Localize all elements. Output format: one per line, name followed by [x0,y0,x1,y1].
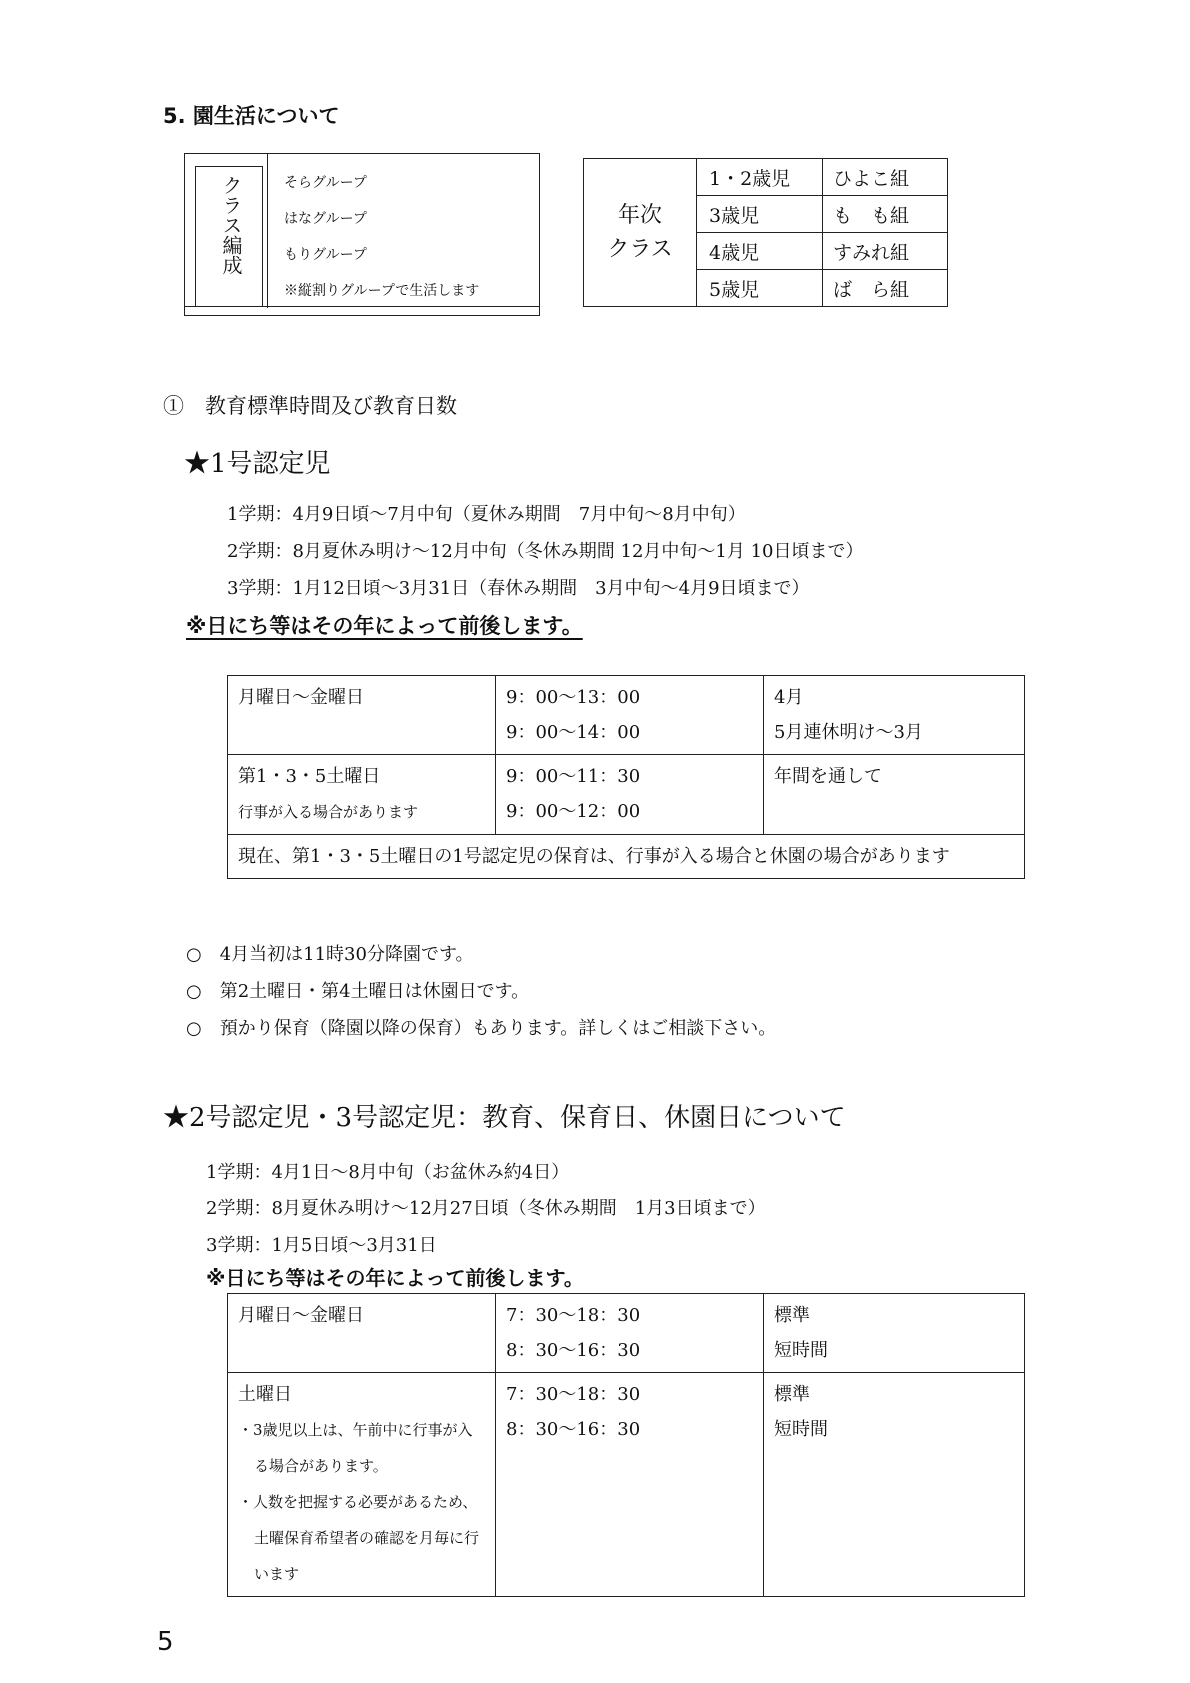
time-cell [496,1294,764,1373]
cert2-schedule-table [227,1293,1025,1597]
info-bullet: ○ 第2土曜日・第4土曜日は休園日です。 [186,981,530,1002]
age-cell: 4歳児 [697,233,823,270]
class-name-cell: すみれ組 [823,233,948,270]
day-note: ・3歳児以上は、午前中に行事が入る場合があります。 [238,1421,473,1475]
care-type: 標準 [774,1305,810,1326]
year-class-label-cell [584,159,697,307]
period-value: 年間を通して [774,766,882,787]
age-cell: 5歳児 [697,270,823,307]
time-cell [496,676,764,755]
group-item: はなグループ [284,211,367,227]
cert1-schedule-table [227,675,1025,879]
table-row [228,1373,1025,1597]
cert2-term: 3学期：1月5日頃〜3月31日 [206,1235,437,1256]
time-value: 7：30〜18：30 [506,1305,641,1326]
table-row [228,755,1025,835]
care-type-cell [764,1294,1025,1373]
time-value: 9：00〜13：00 [506,687,641,708]
subsection-heading: ① 教育標準時間及び教育日数 [163,394,457,418]
table-row [228,676,1025,755]
day-label: 月曜日〜金曜日 [238,1305,364,1326]
age-cell: 3歳児 [697,196,823,233]
day-label: 第1・3・5土曜日 [238,766,381,787]
day-label: 月曜日〜金曜日 [238,687,364,708]
class-box-divider [267,153,268,308]
class-name-cell: ば ら組 [823,270,948,307]
day-cell [228,676,496,755]
day-cell [228,1294,496,1373]
time-value: 8：30〜16：30 [506,1340,641,1361]
cert2-note: ※日にち等はその年によって前後します。 [206,1266,584,1290]
cert1-term: 2学期：8月夏休み明け〜12月中旬（冬休み期間 12月中旬〜1月 10日頃まで） [227,541,864,562]
period-cell [764,676,1025,755]
day-note: ・人数を把握する必要があるため、土曜保育希望者の確認を月毎に行います [238,1493,480,1583]
period-value: 4月 [774,687,804,708]
time-cell [496,755,764,835]
age-cell: 1・2歳児 [697,159,823,196]
year-class-label-line2: クラス [607,236,673,262]
cert2-term: 2学期：8月夏休み明け〜12月27日頃（冬休み期間 1月3日頃まで） [206,1198,766,1219]
day-note: 行事が入る場合があります [238,803,419,821]
day-label: 土曜日 [238,1384,292,1405]
table-row [228,835,1025,879]
group-item: そらグループ [284,175,367,191]
info-bullet: ○ 4月当初は11時30分降園です。 [186,944,474,965]
cert1-heading: ★1号認定児 [184,449,331,479]
cert1-term: 3学期：1月12日頃〜3月31日（春休み期間 3月中旬〜4月9日頃まで） [227,578,810,599]
class-organization-label: クラス編成 [219,175,243,275]
cert2-term: 1学期：4月1日〜8月中旬（お盆休み約4日） [206,1162,570,1183]
time-value: 7：30〜18：30 [506,1384,641,1405]
class-organization-label-box [195,166,263,307]
table-row [584,159,948,196]
time-value: 8：30〜16：30 [506,1419,641,1440]
time-value: 9：00〜14：00 [506,722,641,743]
cert1-note: ※日にち等はその年によって前後します。 [186,614,583,638]
time-value: 9：00〜12：00 [506,801,641,822]
care-type: 短時間 [774,1340,828,1361]
info-bullet: ○ 預かり保育（降園以降の保育）もあります。詳しくはご相談下さい。 [186,1018,777,1039]
page-number: 5 [157,1627,174,1657]
time-value: 9：00〜11：30 [506,766,641,787]
year-class-label-line1: 年次 [617,202,662,228]
cert2-heading: ★2号認定児・3号認定児：教育、保育日、休園日について [163,1103,846,1133]
class-name-cell: も も組 [823,196,948,233]
care-type: 標準 [774,1384,810,1405]
care-type-cell [764,1373,1025,1597]
group-note: ※縦割りグループで生活します [284,283,480,299]
day-cell [228,1373,496,1597]
time-cell [496,1373,764,1597]
table-row [228,1294,1025,1373]
year-class-table [583,158,948,307]
day-cell [228,755,496,835]
care-type: 短時間 [774,1419,828,1440]
group-item: もりグループ [284,247,367,263]
table-note-cell: 現在、第1・3・5土曜日の1号認定児の保育は、行事が入る場合と休園の場合があります [228,835,1025,879]
cert1-term: 1学期：4月9日頃〜7月中旬（夏休み期間 7月中旬〜8月中旬） [227,504,746,525]
period-cell [764,755,1025,835]
class-name-cell: ひよこ組 [823,159,948,196]
section-title: 5. 園生活について [163,104,340,128]
period-value: 5月連休明け〜3月 [774,722,923,743]
